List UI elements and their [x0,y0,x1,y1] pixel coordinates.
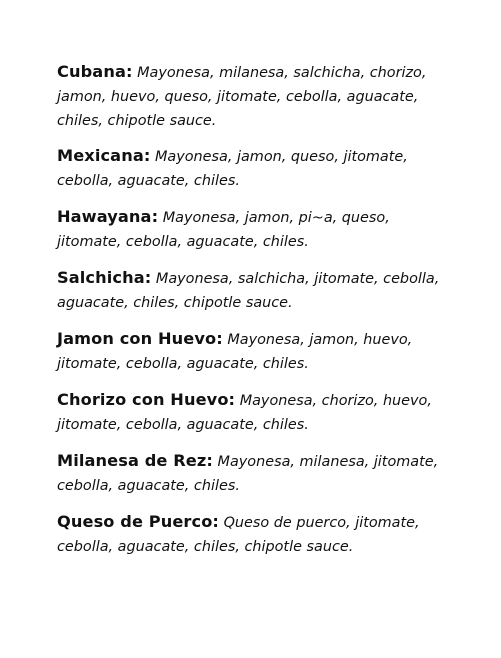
menu-item-ingredients: Mayonesa, chorizo, huevo, jitomate, cebolla, aguacate, chiles. [57,393,432,433]
menu-item-ingredients: Queso de puerco, jitomate, cebolla, aguacate, chiles, chipotle sauce. [57,515,420,555]
menu-item-ingredients: Mayonesa, jamon, queso, jitomate, cebolla, aguacate, chiles. [57,149,408,189]
menu-item-name: Cubana: [57,62,133,81]
menu-item-chorizo-con-huevo [57,388,457,437]
menu-item-ingredients: Mayonesa, salchicha, jitomate, cebolla, aguacate, chiles, chipotle sauce. [57,271,440,311]
menu-item-ingredients: Mayonesa, jamon, huevo, jitomate, cebolla, aguacate, chiles. [57,332,413,372]
menu-item-name: Chorizo con Huevo: [57,390,236,409]
menu-item-name: Mexicana: [57,146,151,165]
menu-item-name: Milanesa de Rez: [57,451,213,470]
menu-item-name: Salchicha: [57,268,152,287]
menu-item-name: Hawayana: [57,207,159,226]
menu-item-name: Jamon con Huevo: [57,329,223,348]
menu-item-cubana [57,60,457,133]
menu-item-jamon-con-huevo [57,327,457,376]
menu-item-ingredients: Mayonesa, jamon, pi~a, queso, jitomate, cebolla, aguacate, chiles. [57,210,390,250]
menu-item-mexicana [57,144,457,193]
menu-item-ingredients: Mayonesa, milanesa, jitomate, cebolla, aguacate, chiles. [57,454,439,494]
menu-list [57,60,457,571]
menu-item-salchicha [57,266,457,315]
menu-item-queso-de-puerco [57,510,457,559]
menu-item-ingredients: Mayonesa, milanesa, salchicha, chorizo, jamon, huevo, queso, jitomate, cebolla, aguacate, chiles, chipotle sauce. [57,65,427,129]
menu-item-name: Queso de Puerco: [57,512,219,531]
menu-item-milanesa-de-rez [57,449,457,498]
menu-item-hawayana [57,205,457,254]
